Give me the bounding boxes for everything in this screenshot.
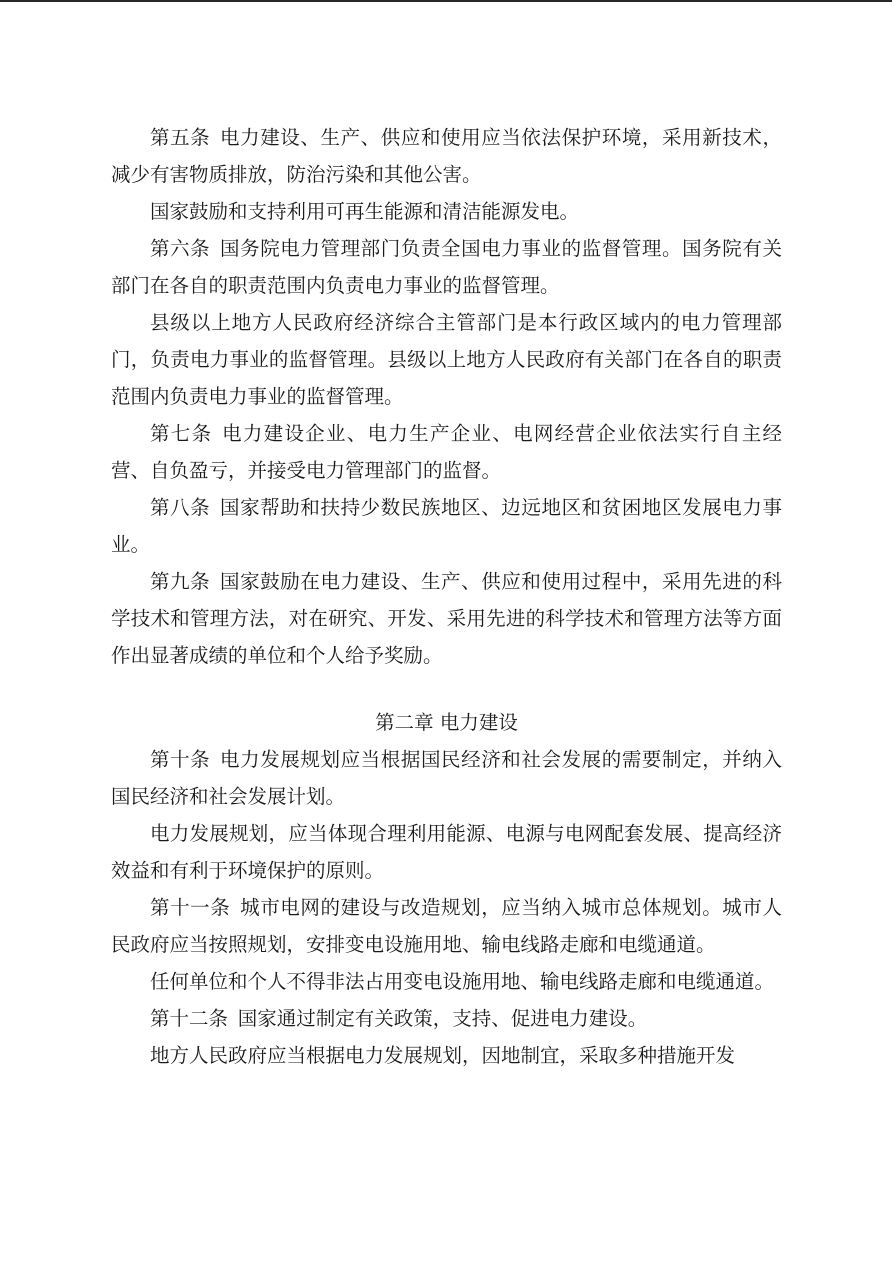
article-number: 第九条 — [150, 570, 211, 593]
article-paragraph — [111, 119, 782, 193]
article-paragraph — [111, 489, 782, 563]
paragraph — [111, 304, 782, 415]
paragraph-text: 国家鼓励在电力建设、生产、供应和使用过程中，采用先进的科学技术和管理方法，对在研究、开发、采用先进的科学技术和管理方法等方面作出显著成绩的单位和个人给予奖励。 — [111, 570, 782, 667]
article-paragraph — [111, 741, 782, 815]
article-paragraph — [111, 563, 782, 674]
article-number: 第十条 — [150, 748, 211, 771]
paragraph-text: 国家鼓励和支持利用可再生能源和清洁能源发电。 — [150, 200, 580, 223]
article-paragraph — [111, 230, 782, 304]
paragraph — [111, 193, 782, 230]
paragraph-text: 国家帮助和扶持少数民族地区、边远地区和贫困地区发展电力事业。 — [111, 496, 782, 556]
paragraph-text: 电力发展规划应当根据国民经济和社会发展的需要制定，并纳入国民经济和社会发展计划。 — [111, 748, 782, 808]
paragraph-text: 地方人民政府应当根据电力发展规划，因地制宜，采取多种措施开发 — [150, 1044, 736, 1067]
paragraph-text: 电力建设企业、电力生产企业、电网经营企业依法实行自主经营、自负盈亏，并接受电力管理部门的监督。 — [111, 422, 782, 482]
paragraph-text: 任何单位和个人不得非法占用变电设施用地、输电线路走廊和电缆通道。 — [150, 970, 775, 993]
paragraph-text: 国家通过制定有关政策，支持、促进电力建设。 — [237, 1007, 648, 1030]
top-border-rule — [0, 0, 892, 2]
article-number: 第十一条 — [150, 896, 231, 919]
paragraph-text: 县级以上地方人民政府经济综合主管部门是本行政区域内的电力管理部门，负责电力事业的监督管理。县级以上地方人民政府有关部门在各自的职责范围内负责电力事业的监督管理。 — [111, 311, 782, 408]
article-number: 第七条 — [150, 422, 213, 445]
article-number: 第八条 — [150, 496, 211, 519]
document-page — [111, 119, 782, 1074]
articles-section-2 — [111, 741, 782, 1074]
chapter-spacer — [111, 674, 782, 704]
paragraph — [111, 815, 782, 889]
article-number: 第六条 — [150, 237, 211, 260]
article-paragraph — [111, 1000, 782, 1037]
article-paragraph — [111, 889, 782, 963]
paragraph-text: 电力建设、生产、供应和使用应当依法保护环境，采用新技术，减少有害物质排放，防治污染和其他公害。 — [111, 126, 782, 186]
articles-section-1 — [111, 119, 782, 674]
paragraph-text: 国务院电力管理部门负责全国电力事业的监督管理。国务院有关部门在各自的职责范围内负责电力事业的监督管理。 — [111, 237, 782, 297]
paragraph — [111, 1037, 782, 1074]
chapter-number: 第二章 — [375, 711, 434, 734]
paragraph — [111, 963, 782, 1000]
article-paragraph — [111, 415, 782, 489]
chapter-heading — [111, 704, 782, 741]
chapter-title: 电力建设 — [439, 711, 518, 734]
paragraph-text: 电力发展规划，应当体现合理利用能源、电源与电网配套发展、提高经济效益和有利于环境保护的原则。 — [111, 822, 782, 882]
article-number: 第十二条 — [150, 1007, 229, 1030]
article-number: 第五条 — [150, 126, 211, 149]
paragraph-text: 城市电网的建设与改造规划，应当纳入城市总体规划。城市人民政府应当按照规划，安排变电设施用地、输电线路走廊和电缆通道。 — [111, 896, 782, 956]
